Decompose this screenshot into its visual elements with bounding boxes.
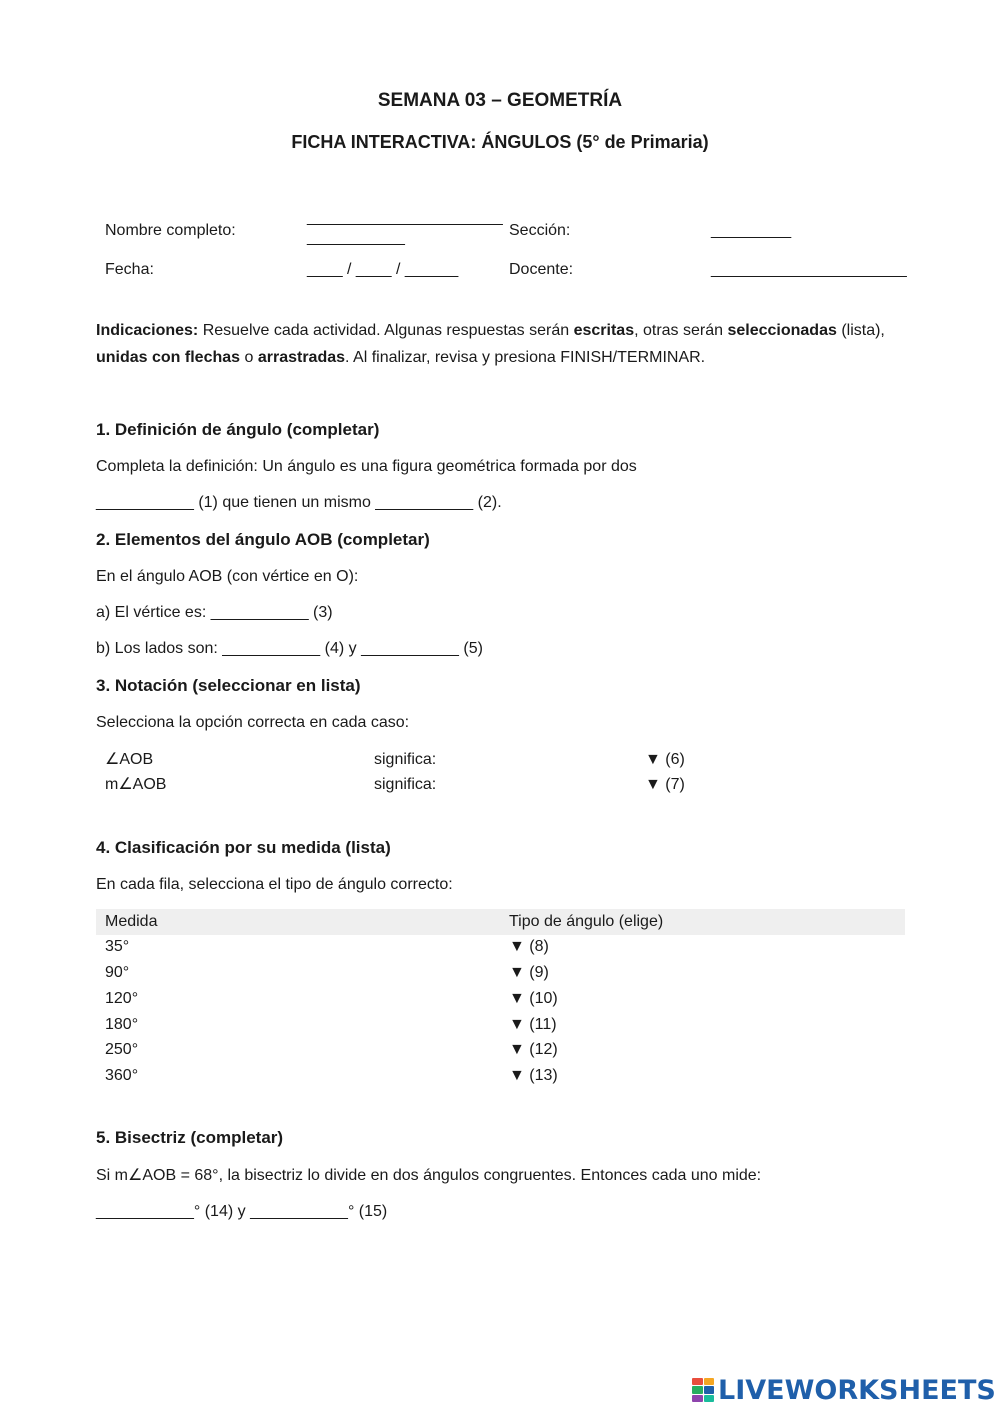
- logo-tile: [692, 1386, 703, 1393]
- instructions: [96, 317, 906, 371]
- section-5-heading: 5. Bisectriz (completar): [96, 1128, 284, 1147]
- name-label: Nombre completo:: [105, 222, 236, 239]
- section-2-intro: En el ángulo AOB (con vértice en O):: [96, 568, 359, 585]
- notation-select-6[interactable]: ▼ (6): [645, 751, 685, 768]
- section-1-blank-line[interactable]: ___________ (1) que tienen un mismo ___________ (2).: [96, 494, 502, 511]
- worksheet-title: SEMANA 03 – GEOMETRÍA: [377, 90, 623, 111]
- notation-means-label: significa:: [374, 751, 437, 768]
- logo-tile: [704, 1378, 715, 1385]
- section-5-line-1: Si m∠AOB = 68°, la bisectriz lo divide en dos ángulos congruentes. Entonces cada uno mide:: [96, 1167, 762, 1184]
- section-5-blanks[interactable]: ___________° (14) y ___________° (15): [96, 1203, 388, 1220]
- type-select-9[interactable]: ▼ (9): [509, 964, 549, 981]
- notation-select-7[interactable]: ▼ (7): [645, 776, 685, 793]
- table-row-measure: 180°: [105, 1016, 139, 1033]
- instructions-text-2: , otras serán: [634, 322, 728, 339]
- table-row-measure: 250°: [105, 1041, 139, 1058]
- section-1-line-1: Completa la definición: Un ángulo es una figura geométrica formada por dos: [96, 458, 637, 475]
- logo-tile: [692, 1395, 703, 1402]
- instructions-bold-1: escritas: [573, 322, 635, 339]
- logo-tile: [692, 1378, 703, 1385]
- date-label: Fecha:: [105, 261, 154, 278]
- section-1-heading: 1. Definición de ángulo (completar): [96, 420, 380, 439]
- section-label: Sección:: [509, 222, 571, 239]
- name-field[interactable]: [307, 208, 503, 248]
- logo-tile: [704, 1386, 715, 1393]
- liveworksheets-logo-text: LIVEWORKSHEETS: [718, 1374, 996, 1406]
- teacher-label: Docente:: [509, 261, 574, 278]
- section-4-heading: 4. Clasificación por su medida (lista): [96, 838, 391, 857]
- table-row-measure: 35°: [105, 938, 130, 955]
- instructions-bold-4: arrastradas: [257, 349, 346, 366]
- table-row-measure: 360°: [105, 1067, 139, 1084]
- date-field[interactable]: ____ / ____ / ______: [307, 261, 459, 278]
- column-header-measure: Medida: [105, 913, 158, 930]
- name-blank-line-1: ______________________: [307, 209, 503, 226]
- section-2-vertex[interactable]: a) El vértice es: ___________ (3): [96, 604, 333, 621]
- notation-symbol: m∠AOB: [105, 776, 167, 793]
- name-blank-line-2: ___________: [307, 229, 405, 246]
- notation-means-label: significa:: [374, 776, 437, 793]
- teacher-field[interactable]: ______________________: [711, 261, 907, 278]
- instructions-text-5: . Al finalizar, revisa y presiona FINISH/TERMINAR.: [345, 349, 706, 366]
- section-4-intro: En cada fila, selecciona el tipo de ángulo correcto:: [96, 876, 453, 893]
- worksheet-subtitle: FICHA INTERACTIVA: ÁNGULOS (5° de Primaria): [291, 132, 709, 152]
- type-select-10[interactable]: ▼ (10): [509, 990, 558, 1007]
- section-3-intro: Selecciona la opción correcta en cada caso:: [96, 714, 410, 731]
- section-2-heading: 2. Elementos del ángulo AOB (completar): [96, 530, 430, 549]
- liveworksheets-logo-icon: [692, 1378, 714, 1402]
- type-select-11[interactable]: ▼ (11): [509, 1016, 557, 1033]
- liveworksheets-logo: [692, 1374, 996, 1406]
- column-header-type: Tipo de ángulo (elige): [509, 913, 664, 930]
- instructions-bold-3: unidas con flechas: [96, 349, 241, 366]
- table-header: [96, 909, 905, 935]
- instructions-text-1: Resuelve cada actividad. Algunas respuestas serán: [198, 322, 574, 339]
- section-2-sides[interactable]: b) Los lados son: ___________ (4) y ___________ (5): [96, 640, 483, 657]
- instructions-bold-2: seleccionadas: [727, 322, 837, 339]
- table-row-measure: 120°: [105, 990, 139, 1007]
- instructions-lead: Indicaciones:: [96, 322, 199, 339]
- instructions-text-4: o: [240, 349, 258, 366]
- instructions-text-3: (lista),: [836, 322, 885, 339]
- type-select-13[interactable]: ▼ (13): [509, 1067, 558, 1084]
- type-select-8[interactable]: ▼ (8): [509, 938, 549, 955]
- section-3-heading: 3. Notación (seleccionar en lista): [96, 676, 361, 695]
- notation-symbol: ∠AOB: [105, 751, 154, 768]
- table-row-measure: 90°: [105, 964, 130, 981]
- section-field[interactable]: _________: [711, 222, 792, 239]
- logo-tile: [704, 1395, 715, 1402]
- type-select-12[interactable]: ▼ (12): [509, 1041, 558, 1058]
